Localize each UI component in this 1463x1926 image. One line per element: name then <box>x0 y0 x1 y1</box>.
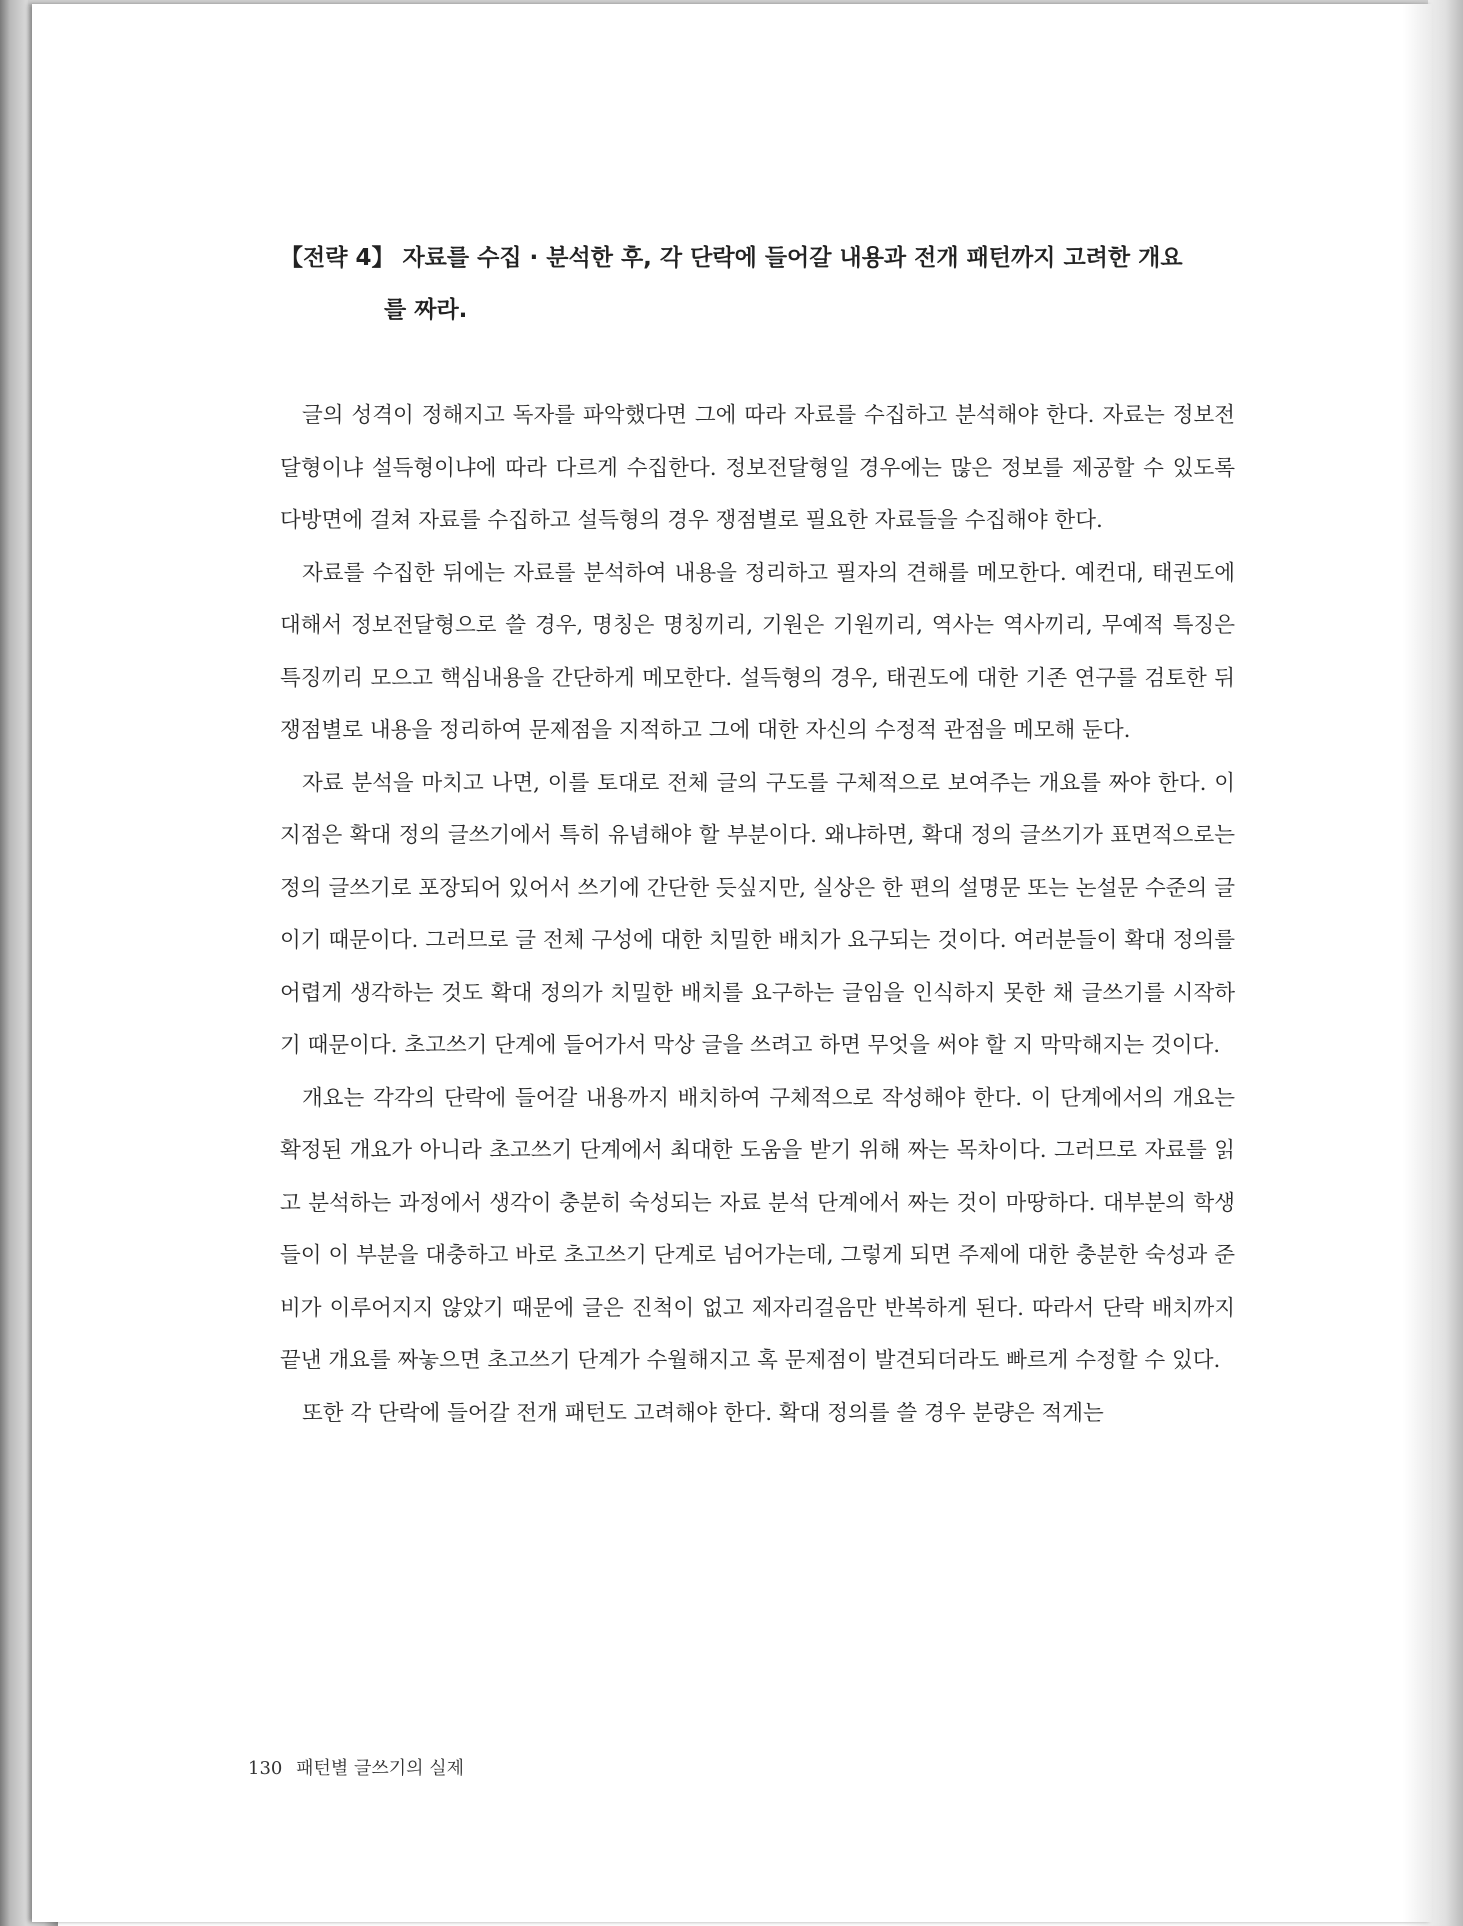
heading-line-1: 【전략 4】 자료를 수집 · 분석한 후, 각 단락에 들어갈 내용과 전개 패턴까지 고려한 개요 <box>280 245 1183 271</box>
paragraph: 개요는 각각의 단락에 들어갈 내용까지 배치하여 구체적으로 작성해야 한다. 이 단계에서의 개요는 확정된 개요가 아니라 초고쓰기 단계에서 최대한 도움을 받기 위해 짜는 목차이다. 그러므로 자료를 읽고 분석하는 과정에서 생각이 충분히 숙성되는 자료 분석 단계에서 짜는 것이 마땅하다. 대부분의 학생들이 이 부분을 대충하고 바로 초고쓰기 단계로 넘어가는데, 그렇게 되면 주제에 대한 충분한 숙성과 준비가 이루어지지 않았기 때문에 글은 진척이 없고 제자리걸음만 반복하게 된다. 따라서 단락 배치까지 끝낸 개요를 짜놓으면 초고쓰기 단계가 수월해지고 혹 문제점이 발견되더라도 빠르게 수정할 수 있다. <box>280 1085 1235 1373</box>
running-title: 패턴별 글쓰기의 실제 <box>296 1758 465 1779</box>
page-number: 130 <box>248 1758 283 1779</box>
heading-line-2: 를 짜라. <box>384 297 468 323</box>
paragraph: 또한 각 단락에 들어갈 전개 패턴도 고려해야 한다. 확대 정의를 쓸 경우 분량은 적게는 <box>302 1400 1104 1426</box>
page-footer <box>248 1754 464 1780</box>
paragraph: 글의 성격이 정해지고 독자를 파악했다면 그에 따라 자료를 수집하고 분석해야 한다. 자료는 정보전달형이냐 설득형이냐에 따라 다르게 수집한다. 정보전달형일 경우에는 많은 정보를 제공할 수 있도록 다방면에 걸쳐 자료를 수집하고 설득형의 경우 쟁점별로 필요한 자료들을 수집해야 한다. <box>280 403 1235 533</box>
body-text <box>280 390 1235 1440</box>
page-edge-shadow <box>1403 0 1463 1926</box>
strategy-heading <box>280 232 1240 336</box>
paragraph: 자료 분석을 마치고 나면, 이를 토대로 전체 글의 구도를 구체적으로 보여주는 개요를 짜야 한다. 이 지점은 확대 정의 글쓰기에서 특히 유념해야 할 부분이다. 왜냐하면, 확대 정의 글쓰기가 표면적으로는 정의 글쓰기로 포장되어 있어서 쓰기에 간단한 듯싶지만, 실상은 한 편의 설명문 또는 논설문 수준의 글이기 때문이다. 그러므로 글 전체 구성에 대한 치밀한 배치가 요구되는 것이다. 여러분들이 확대 정의를 어렵게 생각하는 것도 확대 정의가 치밀한 배치를 요구하는 글임을 인식하지 못한 채 글쓰기를 시작하기 때문이다. 초고쓰기 단계에 들어가서 막상 글을 쓰려고 하면 무엇을 써야 할 지 막막해지는 것이다. <box>280 770 1235 1058</box>
paragraph: 자료를 수집한 뒤에는 자료를 분석하여 내용을 정리하고 필자의 견해를 메모한다. 예컨대, 태권도에 대해서 정보전달형으로 쓸 경우, 명칭은 명칭끼리, 기원은 기원끼리, 역사는 역사끼리, 무예적 특징은 특징끼리 모으고 핵심내용을 간단하게 메모한다. 설득형의 경우, 태권도에 대한 기존 연구를 검토한 뒤 쟁점별로 내용을 정리하여 문제점을 지적하고 그에 대한 자신의 수정적 관점을 메모해 둔다. <box>280 560 1235 743</box>
